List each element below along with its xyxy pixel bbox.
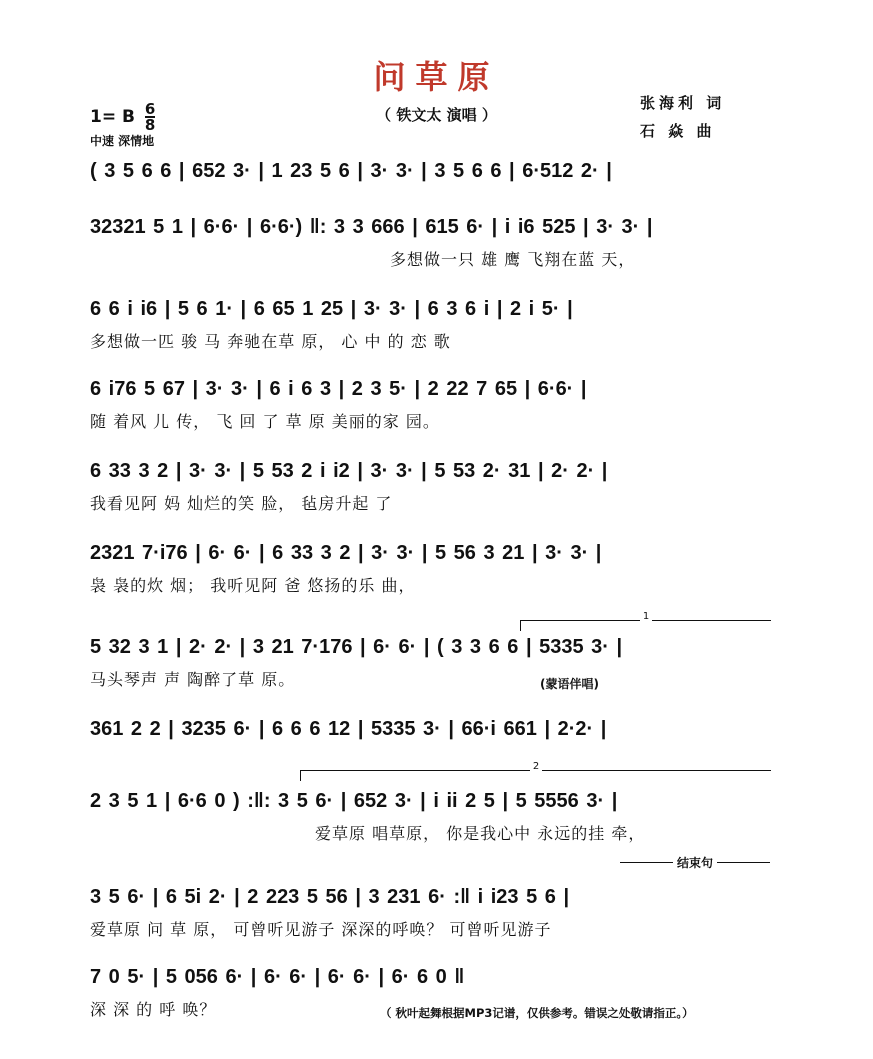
notation-line: 7 0 5· | 5 056 6· | 6· 6· | 6· 6· | 6· 6 0 ‖ bbox=[90, 966, 465, 988]
lyric-line: 爱草原 问 草 原， 可曾听见游子 深深的呼唤？ 可曾听见游子 bbox=[90, 920, 552, 939]
lyric-line bbox=[90, 749, 783, 771]
lyric-line: 马头琴声 声 陶醉了草 原。 bbox=[90, 670, 296, 689]
volta-bracket-2 bbox=[300, 761, 771, 781]
ending-label: 结束句 bbox=[673, 856, 717, 870]
staff-line bbox=[0, 542, 873, 594]
lyric-line: 多想做一只 雄 鹰 飞翔在蓝 天， bbox=[390, 250, 636, 269]
volta-number: 2 bbox=[530, 761, 542, 772]
time-signature-bottom: 8 bbox=[144, 116, 156, 134]
staff-line bbox=[0, 718, 873, 770]
notation-line: 361 2 2 | 3235 6· | 6 6 6 12 | 5335 3· | 66·i 661 | 2·2· | bbox=[90, 718, 607, 740]
time-signature-top: 6 bbox=[144, 100, 156, 118]
staff-line bbox=[0, 298, 873, 350]
ending-bracket bbox=[620, 856, 770, 877]
time-signature bbox=[145, 102, 155, 132]
notation-line: ( 3 5 6 6 | 652 3· | 1 23 5 6 | 3· 3· | 3 5 6 6 | 6·512 2· | bbox=[90, 160, 612, 182]
key-label: 1= B bbox=[90, 107, 135, 127]
song-title: 问草原 bbox=[373, 58, 500, 96]
key-signature bbox=[90, 102, 155, 132]
lyric-line bbox=[90, 191, 783, 213]
lyric-line: 多想做一匹 骏 马 奔驰在草 原， 心 中 的 恋 歌 bbox=[90, 332, 451, 351]
composer-credit: 石 焱 曲 bbox=[640, 122, 716, 140]
lyric-line: 爱草原 唱草原， 你是我心中 永远的挂 牵， bbox=[315, 824, 646, 843]
lyric-line: 我看见阿 妈 灿烂的笑 脸， 毡房升起 了 bbox=[90, 494, 393, 513]
volta-number: 1 bbox=[640, 611, 652, 622]
staff-line bbox=[0, 460, 873, 512]
lyric-line: 深 深 的 呼 唤？ bbox=[90, 1000, 217, 1019]
tempo-marking: 中速 深情地 bbox=[90, 134, 155, 148]
notation-line: 6 33 3 2 | 3· 3· | 5 53 2 i i2 | 3· 3· | 5 53 2· 31 | 2· 2· | bbox=[90, 460, 608, 482]
staff-line bbox=[0, 378, 873, 430]
transcriber-footnote: （ 秋叶起舞根据MP3记谱，仅供参考。错误之处敬请指正。） bbox=[380, 1006, 694, 1020]
lyricist-credit: 张海利 词 bbox=[640, 94, 726, 112]
notation-line: 6 6 i i6 | 5 6 1· | 6 65 1 25 | 3· 3· | 6 3 6 i | 2 i 5· | bbox=[90, 298, 573, 320]
notation-line: 3 5 6· | 6 5i 2· | 2 223 5 56 | 3 231 6· :‖ i i23 5 6 | bbox=[90, 886, 570, 908]
staff-line bbox=[0, 160, 873, 212]
staff-line bbox=[0, 886, 873, 938]
staff-line bbox=[0, 636, 873, 688]
notation-line: 2 3 5 1 | 6·6 0 ) :‖: 3 5 6· | 652 3· | i ii 2 5 | 5 5556 3· | bbox=[90, 790, 618, 812]
notation-line: 2321 7·i76 | 6· 6· | 6 33 3 2 | 3· 3· | 5 56 3 21 | 3· 3· | bbox=[90, 542, 602, 564]
humming-note: (蒙语伴唱) bbox=[540, 677, 599, 691]
notation-line: 5 32 3 1 | 2· 2· | 3 21 7·176 | 6· 6· | ( 3 3 6 6 | 5335 3· | bbox=[90, 636, 623, 658]
notation-line: 32321 5 1 | 6·6· | 6·6·) ‖: 3 3 666 | 615 6· | i i6 525 | 3· 3· | bbox=[90, 216, 653, 238]
notation-line: 6 i76 5 67 | 3· 3· | 6 i 6 3 | 2 3 5· | 2 22 7 65 | 6·6· | bbox=[90, 378, 587, 400]
lyric-line: 随 着风 儿 传， 飞 回 了 草 原 美丽的家 园。 bbox=[90, 412, 440, 431]
singer-credit: （ 铁文太 演唱 ） bbox=[376, 106, 497, 124]
staff-line bbox=[0, 216, 873, 268]
staff-line bbox=[0, 790, 873, 842]
lyric-line: 袅 袅的炊 烟； 我听见阿 爸 悠扬的乐 曲， bbox=[90, 576, 416, 595]
volta-bracket-1 bbox=[520, 611, 771, 631]
